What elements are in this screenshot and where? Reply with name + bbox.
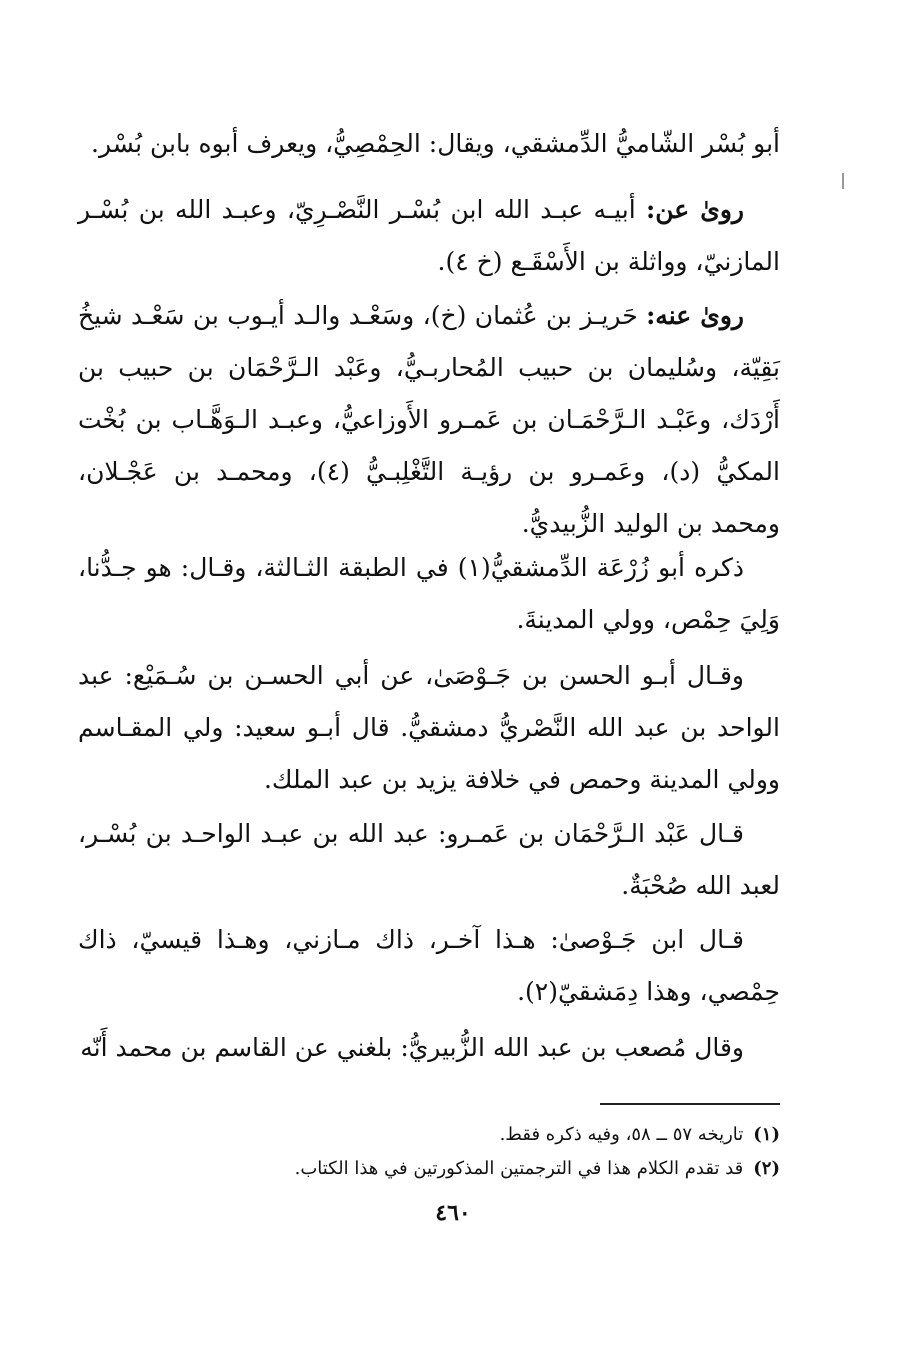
footnote-2-text: قد تقدم الكلام هذا في الترجمتين المذكورتين في هذا الكتاب. [294, 1158, 744, 1179]
paragraph-narrated-by [78, 290, 780, 550]
narrated-from-text: أبيـه عبـد الله ابن بُسْـر النَّصْـرِيّ، وعبـد الله بن بُسْـر المازنيّ، وواثلة بن الأَسْقَـع (خ ٤). [78, 195, 780, 276]
paragraph-6-text: قـال عَبْد الـرَّحْمَان بن عَمـرو: عبد الله بن عبـد الواحـد بن بُسْـر، لعبد الله صُحْبَةٌ. [78, 819, 780, 900]
narrated-by-text: حَريـز بن عُثمان (خ)، وسَعْـد والـد أيـوب بن سَعْـد شيخُ بَقِيّة، وسُليمان بن حبيب المُحاربـيُّ، وعَبْد الـرَّحْمَان بن حبيب بن أَرْدَك، وعَبْـد الـرَّحْمَـان بن عَمـرو الأَوزاعيُّ، وعبـد الـوَهَّـاب بن بُخْت المكيُّ (د)، وعَمـرو بن رؤيـة التَّغْلِبـيُّ (٤)، ومحمـد بن عَجْـلان، ومحمد بن الوليد الزُّبيديُّ. [78, 301, 780, 538]
paragraph-narrated-from [78, 184, 780, 288]
footnote-2-number: (٢) [753, 1158, 780, 1179]
page-number: ٤٦٠ [435, 1200, 471, 1226]
paragraph-3-body [78, 290, 780, 550]
footnote-1-text: تاريخه ٥٧ ــ ٥٨، وفيه ذكره فقط. [499, 1124, 744, 1145]
paragraph-5-text: وقـال أبـو الحسن بن جَـوْصَىٰ، عن أبي الحسـن بن سُـمَيْع: عبد الواحد بن عبد الله النَّصْريُّ دمشقيُّ. قال أبـو سعيد: ولي المقـاسم وولي المدينة وحمص في خلافة يزيد بن عبد الملك. [78, 661, 780, 794]
paragraph-4-text: ذكره أبو زُرْعَة الدِّمشقيُّ(١) في الطبقة الثـالثة، وقـال: هو جـدُّنا، وَلِيَ حِمْص، وولي المدينةَ. [78, 553, 780, 634]
paragraph-6 [78, 808, 780, 912]
paragraph-8-text: وقال مُصعب بن عبد الله الزُّبيريُّ: بلغني عن القاسم بن محمد أَنّه [80, 1033, 744, 1062]
footnotes [150, 1118, 780, 1186]
paragraph-1-text: أبو بُسْر الشّاميُّ الدِّمشقي، ويقال: الحِمْصِيُّ، ويعرف أبوه بابن بُسْر. [91, 129, 780, 158]
footnote-1-number: (١) [753, 1124, 780, 1145]
paragraph-8 [78, 1022, 780, 1074]
paragraph-5 [78, 650, 780, 806]
narrated-by-label: روىٰ عنه: [646, 301, 745, 330]
footnote-divider [600, 1103, 780, 1105]
paragraph-2-body [78, 184, 780, 288]
footnote-2 [150, 1152, 780, 1186]
paragraph-4 [78, 542, 780, 646]
paragraph-7-text: قـال ابن جَـوْصىٰ: هـذا آخـر، ذاك مـازني، وهـذا قيسيّ، ذاك حِمْصي، وهذا دِمَشقيّ(٢). [78, 925, 780, 1006]
paragraph-1 [78, 118, 780, 170]
paragraph-7 [78, 914, 780, 1018]
narrated-from-label: روىٰ عن: [646, 195, 745, 224]
scan-mark [842, 173, 844, 189]
footnote-1 [150, 1118, 780, 1152]
